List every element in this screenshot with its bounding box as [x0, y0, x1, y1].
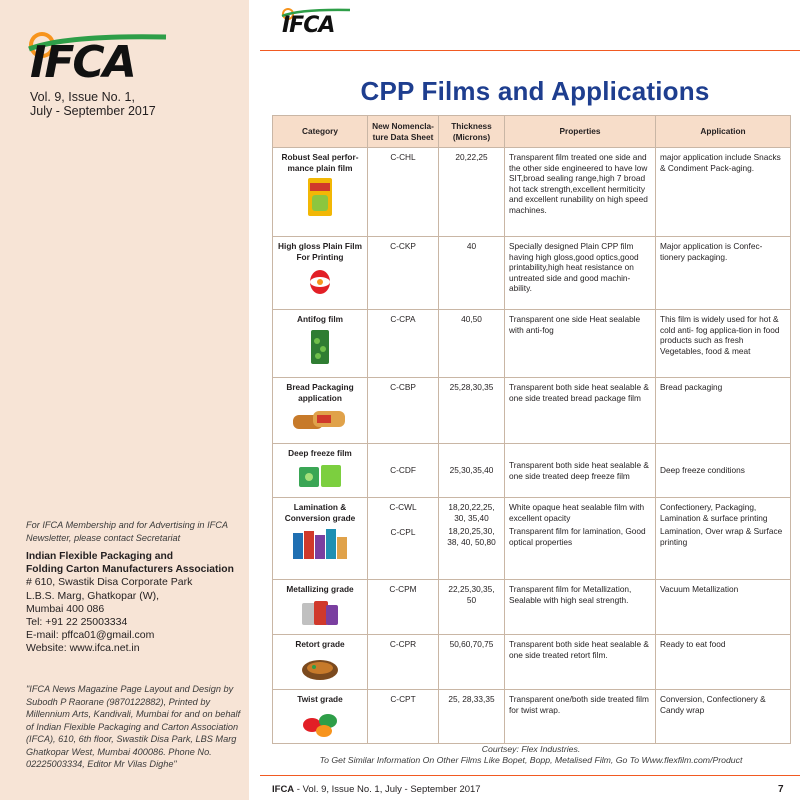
- application-text: Major application is Confec-tionery packaging.: [656, 237, 791, 310]
- thickness-value: 40,50: [439, 310, 505, 378]
- advertising-note: For IFCA Membership and for Advertising in IFCA Newsletter, please contact Secretariat: [26, 520, 228, 543]
- table-row: [273, 310, 791, 378]
- category-name: Bread Packaging application: [286, 382, 354, 403]
- category-name: Twist grade: [297, 694, 343, 704]
- sidebar: [0, 0, 249, 800]
- film-rolls-image: [291, 527, 349, 561]
- retort-food-image: [300, 654, 340, 682]
- thickness-value: 25, 28,33,35: [439, 690, 505, 744]
- application-text: major application include Snacks & Condiment Pack-aging.: [656, 148, 791, 237]
- table-row: [273, 580, 791, 635]
- application-text: Deep freeze conditions: [656, 444, 791, 498]
- properties-text: Transparent film for Metallization, Sealable with high seal strength.: [505, 580, 656, 635]
- application-text: Confectionery, Packaging, Lamination & surface printing: [660, 502, 768, 523]
- thickness-value: 40: [439, 237, 505, 310]
- properties-text: Transparent both side heat sealable & one side treated deep freeze film: [505, 444, 656, 498]
- properties-text: White opaque heat sealable film with excellent opacity: [509, 502, 645, 523]
- properties-text: Transparent one/both side treated film for twist wrap.: [505, 690, 656, 744]
- properties-text: Transparent film treated one side and the other side engineered to have low SIT,broad sealing range,high 7 broad hot tack strength,excellent hermiticity and excellent runability on high speed machines.: [505, 148, 656, 237]
- col-properties: Properties: [505, 116, 656, 148]
- thickness-value: 25,30,35,40: [439, 444, 505, 498]
- properties-text: Transparent both side heat sealable & one side treated bread package film: [505, 378, 656, 444]
- properties-text: Specially designed Plain CPP film having high gloss,good optics,good printability,high heat resistance on untreated side and good machin-ability.: [505, 237, 656, 310]
- address-line-3: Mumbai 400 086: [26, 602, 105, 615]
- issue-info: [30, 90, 156, 118]
- issue-line-1: Vol. 9, Issue No. 1,: [30, 90, 135, 104]
- ifca-header-logo: [280, 6, 352, 34]
- footer: [272, 784, 481, 795]
- category-name: High gloss Plain Film For Printing: [278, 241, 362, 262]
- address-line-1: # 610, Swastik Disa Corporate Park: [26, 576, 193, 589]
- courtesy-line-2[interactable]: To Get Similar Information On Other Films Like Bopet, Bopp, Metalised Film, Go To Www.flexfilm.com/Product: [319, 755, 743, 765]
- col-nomenclature: New Nomencla-ture Data Sheet: [368, 116, 439, 148]
- category-name: Metallizing grade: [286, 584, 354, 594]
- credit-note: "IFCA News Magazine Page Layout and Design by Subodh P Raorane (9870122882), Printed by Millennium Arts, Kandivali, Mumbai for and on behalf of Indian Flexible Packaging and Carton Association (IFCA), 610, 6th floor, Swastik Disa Park, LBS Marg Ghatkopar West, Mumbai 400086. Phone No. 02225003334, Editor Mr Vilas Dighe": [26, 684, 241, 769]
- thickness-value: 50,60,70,75: [439, 635, 505, 690]
- col-thickness: Thickness (Microns): [439, 116, 505, 148]
- vegetable-pack-image: [309, 329, 331, 365]
- nomenclature-code: C-CPR: [368, 635, 439, 690]
- col-category: Category: [273, 116, 368, 148]
- table-row: [273, 148, 791, 237]
- table-row: [273, 498, 791, 580]
- issue-line-2: July - September 2017: [30, 104, 156, 118]
- thickness-value: 25,28,30,35: [439, 378, 505, 444]
- courtesy-note: [272, 744, 790, 766]
- thickness-value: 22,25,30,35, 50: [439, 580, 505, 635]
- col-application: Application: [656, 116, 791, 148]
- org-name-line-1: Indian Flexible Packaging and: [26, 551, 174, 562]
- frozen-food-pack-image: [297, 463, 343, 489]
- table-row: [273, 690, 791, 744]
- header-logo-text: IFCA: [282, 13, 335, 34]
- email[interactable]: E-mail: pffca01@gmail.com: [26, 629, 155, 642]
- org-name-line-2: Folding Carton Manufacturers Association: [26, 564, 234, 576]
- table-row: [273, 444, 791, 498]
- ifca-logo: [26, 27, 171, 82]
- nomenclature-code: C-CDF: [368, 444, 439, 498]
- metallized-pack-image: [300, 599, 340, 627]
- application-text: Ready to eat food: [656, 635, 791, 690]
- thickness-value-secondary: 18,20,25,30, 38, 40, 50,80: [447, 526, 496, 547]
- bread-pack-image: [291, 407, 349, 433]
- nomenclature-code: C-CPA: [368, 310, 439, 378]
- nomenclature-code: C-CBP: [368, 378, 439, 444]
- application-text: Vacuum Metallization: [656, 580, 791, 635]
- snack-pack-image: [306, 177, 334, 217]
- table-row: [273, 635, 791, 690]
- top-divider: [260, 50, 800, 51]
- application-text-secondary: Lamination, Over wrap & Surface printing: [660, 526, 783, 547]
- category-name: Retort grade: [295, 639, 345, 649]
- application-text: Bread packaging: [656, 378, 791, 444]
- properties-text: Transparent one side Heat sealable with anti-fog: [505, 310, 656, 378]
- footer-text: - Vol. 9, Issue No. 1, July - September 2017: [294, 784, 481, 795]
- properties-text: Transparent both side heat sealable & one side treated retort film.: [505, 635, 656, 690]
- sidebar-logo-text: IFCA: [30, 37, 135, 82]
- category-name: Robust Seal perfor-mance plain film: [281, 152, 359, 173]
- category-name: Deep freeze film: [288, 448, 352, 458]
- category-name: Antifog film: [296, 314, 344, 324]
- thickness-value: 18,20,22,25, 30, 35,40: [448, 502, 495, 523]
- table-row: [273, 237, 791, 310]
- address-line-2: L.B.S. Marg, Ghatkopar (W),: [26, 589, 160, 602]
- nomenclature-code: C-CPM: [368, 580, 439, 635]
- nomenclature-code: C-CPT: [368, 690, 439, 744]
- courtesy-line-1: Courtsey: Flex Industries.: [481, 744, 581, 754]
- page-number: 7: [778, 784, 784, 795]
- organization-contact: [26, 550, 246, 656]
- page-title: CPP Films and Applications: [360, 76, 710, 106]
- nomenclature-code: C-CKP: [368, 237, 439, 310]
- application-text: Conversion, Confectionery & Candy wrap: [656, 690, 791, 744]
- website-link[interactable]: Website: www.ifca.net.in: [26, 642, 140, 655]
- thickness-value: 20,22,25: [439, 148, 505, 237]
- telephone: Tel: +91 22 25003334: [26, 616, 128, 629]
- confectionery-egg-image: [305, 266, 335, 296]
- nomenclature-code-secondary: C-CPL: [390, 526, 416, 537]
- application-text: This film is widely used for hot & cold anti- fog applica-tion in food products such as fresh Vegetables, food & meat: [656, 310, 791, 378]
- cpp-films-table: [272, 115, 791, 744]
- bottom-divider: [260, 775, 800, 776]
- table-row: [273, 378, 791, 444]
- properties-text-secondary: Transparent film for lamination, Good optical properties: [509, 526, 646, 547]
- nomenclature-code: C-CWL: [389, 502, 417, 512]
- nomenclature-code: C-CHL: [368, 148, 439, 237]
- footer-brand: IFCA: [272, 784, 295, 795]
- category-name: Lamination & Conversion grade: [284, 502, 356, 523]
- twist-wrap-candy-image: [300, 709, 340, 739]
